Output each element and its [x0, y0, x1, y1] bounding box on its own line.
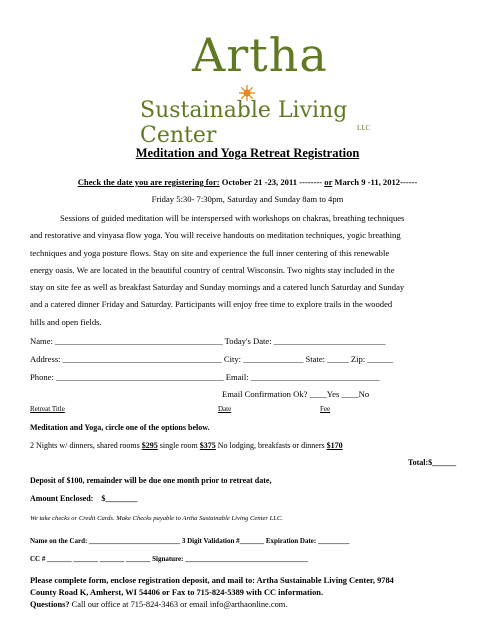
- deposit-note: Deposit of $100, remainder will be due one month prior to retreat date,: [30, 476, 272, 485]
- options-line: [30, 441, 343, 450]
- total-label: Total:$: [408, 458, 433, 467]
- questions-contact: Call our office at 715-824-3463 or email info@arthaonline.com.: [69, 600, 288, 609]
- page-title: Meditation and Yoga Retreat Registration: [135, 146, 360, 160]
- paragraph-line: Sessions of guided meditation will be interspersed with workshops on chakras, breathing techniques: [60, 213, 405, 223]
- amount-label: Amount Enclosed:: [30, 494, 94, 503]
- price-single: $375: [199, 441, 216, 450]
- logo-subtitle: Sustainable Living Center: [140, 98, 348, 148]
- address-field[interactable]: Address: _____________________________________ City: ______________ State: _____ Zip: ______: [30, 354, 394, 364]
- col-date: Date: [218, 405, 232, 413]
- col-fee: Fee: [320, 405, 331, 413]
- date-prompt: Check the date you are registering for:: [77, 177, 220, 187]
- phone-email-field[interactable]: Phone: _______________________________________ Email: ______________________________: [30, 372, 380, 382]
- email-confirmation-field[interactable]: Email Confirmation Ok? ____Yes ____No: [222, 389, 370, 399]
- options-heading: Meditation and Yoga, circle one of the options below.: [30, 423, 210, 432]
- col-retreat-title: Retreat Title: [30, 405, 65, 413]
- paragraph-line: techniques and yoga posture flows. Stay on site and experience the full inner centering of this renewable: [30, 247, 390, 258]
- card-name-field[interactable]: Name on the Card: __________________________ 3 Digit Validation #_______ Expiration Date: _________: [30, 537, 350, 545]
- paragraph-line: energy oasis. We are located in the beautiful country of central Wisconsin. Two nights stay included in the: [30, 264, 395, 275]
- paragraph-line: stay on site fee as well as breakfast Saturday and Sunday mornings and a catered lunch Saturday and Sunday: [30, 282, 405, 293]
- schedule-hours: Friday 5:30- 7:30pm, Saturday and Sunday 8am to 4pm: [151, 194, 344, 204]
- option-shared-room[interactable]: 2 Nights w/ dinners, shared rooms: [30, 441, 142, 450]
- price-no-lodging: $170: [326, 441, 343, 450]
- amount-enclosed-field[interactable]: [30, 494, 137, 503]
- name-field[interactable]: Name: _______________________________________ Today's Date: __________________________: [30, 336, 386, 346]
- option-single-room[interactable]: single room: [157, 441, 200, 450]
- logo-wordmark: Artha: [192, 28, 328, 82]
- date-option-october[interactable]: October 21 -23, 2011 --------: [219, 177, 325, 187]
- paragraph-line: and a catered dinner Friday and Saturday. Participants will enjoy free time to explore trails in the wooded: [30, 299, 393, 310]
- logo-llc: LLC: [357, 124, 371, 132]
- date-option-march[interactable]: March 9 -11, 2012------: [332, 177, 418, 187]
- artha-logo: [140, 28, 371, 148]
- questions-line: [30, 600, 287, 609]
- total-blank[interactable]: ______: [432, 458, 457, 467]
- paragraph-line: and restorative and vinyasa flow yoga. You will receive handouts on meditation techniques, yogic breathing: [30, 230, 401, 241]
- price-shared: $295: [141, 441, 158, 450]
- questions-label: Questions?: [30, 600, 70, 609]
- total-field[interactable]: [408, 458, 456, 467]
- date-selection-line: [0, 177, 495, 187]
- cc-signature-field[interactable]: CC # _______ _______ _______ _______ Signature: ___________________________________: [30, 555, 308, 563]
- amount-blank[interactable]: $________: [101, 494, 138, 503]
- option-no-lodging[interactable]: No lodging, breakfasts or dinners: [215, 441, 327, 450]
- payment-note: We take checks or Credit Cards. Make Checks payable to Artha Sustainable Living Center LLC.: [30, 515, 283, 522]
- mail-instructions-1: Please complete form, enclose registration deposit, and mail to: Artha Sustainable Living Center, 9784: [30, 576, 394, 585]
- date-or: or: [324, 177, 333, 187]
- paragraph-line: hills and open fields.: [30, 316, 102, 327]
- mail-instructions-2: County Road K, Amherst, WI 54406 or Fax to 715-824-5389 with CC information.: [30, 588, 324, 597]
- description-paragraph: [30, 210, 470, 331]
